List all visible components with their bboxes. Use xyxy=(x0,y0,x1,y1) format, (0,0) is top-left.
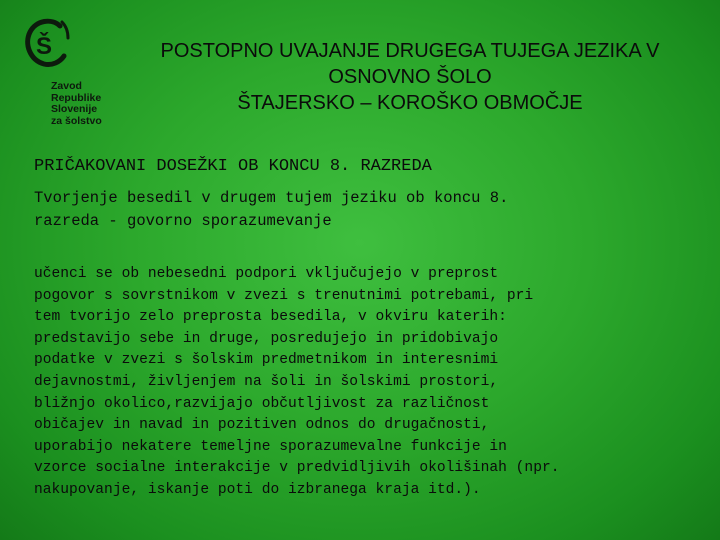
zavod-rs-za-solstvo-logo-icon xyxy=(22,16,72,78)
slide-title-line: OSNOVNO ŠOLO xyxy=(328,66,492,88)
logo-text-line: Zavod xyxy=(51,80,82,92)
section-heading: PRIČAKOVANI DOSEŽKI OB KONCU 8. RAZREDA xyxy=(34,157,432,176)
slide-title-line: POSTOPNO UVAJANJE DRUGEGA TUJEGA JEZIKA V xyxy=(160,40,660,62)
slide-title-line: ŠTAJERSKO – KOROŠKO OBMOČJE xyxy=(237,92,583,114)
body-line: uporabijo nekatere temeljne sporazumevalne funkcije in xyxy=(34,438,507,455)
body-line: bližnjo okolico,razvijajo občutljivost za različnost xyxy=(34,395,490,412)
logo-text-line: Slovenije xyxy=(51,103,98,115)
body-line: tem tvorijo zelo preprosta besedila, v okviru katerih: xyxy=(34,309,507,326)
body-line: vzorce socialne interakcije v predvidljivih okolišinah (npr. xyxy=(34,460,560,477)
logo-text-line: Republike xyxy=(51,91,102,104)
body-line: predstavijo sebe in druge, posredujejo in pridobivajo xyxy=(34,330,499,347)
section-subheading xyxy=(34,187,508,233)
logo-letter: Š xyxy=(36,33,53,60)
body-line: pogovor s sovrstnikom v zvezi s trenutnimi potrebami, pri xyxy=(34,287,534,304)
subheading-line: razreda - govorno sporazumevanje xyxy=(34,212,332,230)
slide-title xyxy=(100,38,720,116)
body-paragraph xyxy=(34,264,559,502)
subheading-line: Tvorjenje besedil v drugem tujem jeziku ob koncu 8. xyxy=(34,189,509,207)
logo-text-line: za šolstvo xyxy=(51,114,102,127)
body-line: podatke v zvezi s šolskim predmetnikom in interesnimi xyxy=(34,352,499,369)
body-line: učenci se ob nebesedni podpori vključujejo v preprost xyxy=(34,266,499,282)
body-line: nakupovanje, iskanje poti do izbranega kraja itd.). xyxy=(34,481,481,498)
logo-text xyxy=(51,81,102,127)
body-line: običajev in navad in pozitiven odnos do drugačnosti, xyxy=(34,417,490,434)
body-line: dejavnostmi, življenjem na šoli in šolskimi prostori, xyxy=(34,373,499,390)
